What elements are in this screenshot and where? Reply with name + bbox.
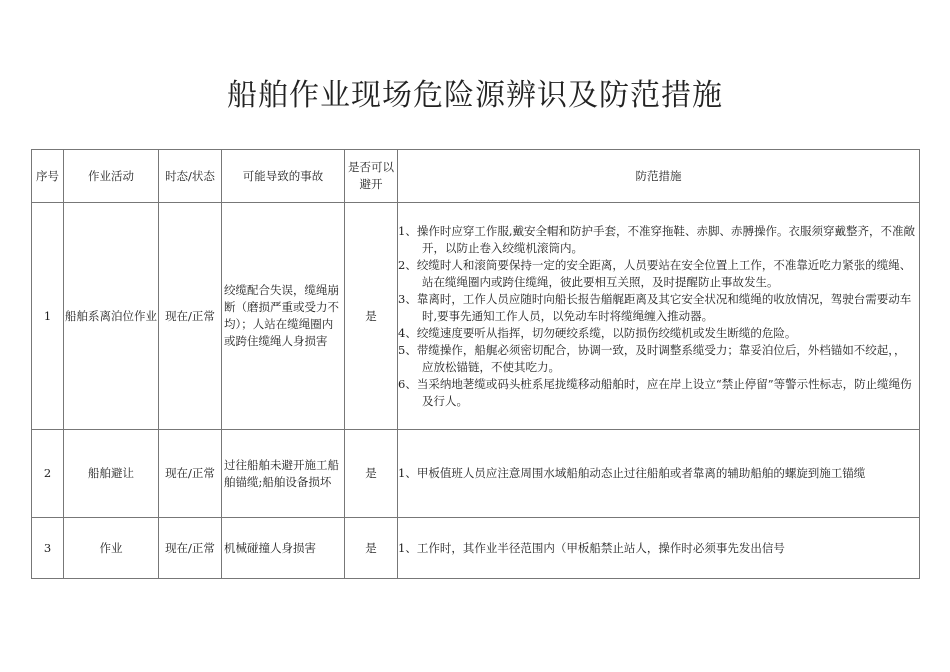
row-measures bbox=[398, 203, 920, 430]
header-activity: 作业活动 bbox=[64, 150, 159, 203]
row-accident: 过往船舶未避开施工船舶锚缆;船舶设备损坏 bbox=[222, 430, 345, 518]
measure-item: 6、当采纳地荖缆或码头桩系尾拢缆移动船舶时，应在岸上设立“禁止停留”等警示性标志，防止缆绳伤及行人。 bbox=[398, 376, 912, 408]
header-row bbox=[32, 150, 920, 203]
measure-item: 5、带缆操作，船艉必须密切配合，协调一致，及时调整系缆受力；靠妥泊位后，外档锚如不绞起，，应放松锚链，不使其吃力。 bbox=[398, 342, 906, 374]
row-activity: 船舶避让 bbox=[64, 430, 159, 518]
measure-item: 4、绞缆速度要听从指挥，切勿硬绞系缆，以防损伤绞缆机或发生断缆的危险。 bbox=[398, 325, 797, 340]
header-avoidable: 是否可以避开 bbox=[345, 150, 398, 203]
row-measures bbox=[398, 518, 920, 579]
row-accident: 机械碰撞人身损害 bbox=[222, 518, 345, 579]
table-row bbox=[32, 430, 920, 518]
table-row bbox=[32, 203, 920, 430]
table-row bbox=[32, 518, 920, 579]
row-state: 现在/正常 bbox=[159, 203, 222, 430]
row-activity: 作业 bbox=[64, 518, 159, 579]
header-no: 序号 bbox=[32, 150, 64, 203]
row-measures bbox=[398, 430, 920, 518]
row-no: 3 bbox=[32, 518, 64, 579]
document-title: 船舶作业现场危险源辨识及防范措施 bbox=[227, 78, 723, 113]
header-measures: 防范措施 bbox=[398, 150, 920, 203]
row-activity: 船舶系离泊位作业 bbox=[64, 203, 159, 430]
row-state: 现在/正常 bbox=[159, 518, 222, 579]
row-no: 1 bbox=[32, 203, 64, 430]
row-avoidable: 是 bbox=[345, 203, 398, 430]
measure-item: 2、绞缆时人和滚筒要保持一定的安全距离，人员要站在安全位置上工作，不准靠近吃力紧张的缆绳、站在缆绳圈内或跨住缆绳，彼此要相互关照，及时提醒防止事故发生。 bbox=[398, 257, 912, 289]
row-accident: 绞缆配合失误，缆绳崩断（磨损严重或受力不均）；人站在缆绳圈内或跨住缆绳人身损害 bbox=[222, 203, 345, 430]
row-avoidable: 是 bbox=[345, 518, 398, 579]
header-accident: 可能导致的事故 bbox=[222, 150, 345, 203]
hazard-table bbox=[31, 149, 920, 579]
measure-item: 3、靠离时，工作人员应随时向船长报告艏艉距离及其它安全状况和缆绳的收放情况，驾驶台需要动车时,要事先通知工作人员，以免动车时将缆绳缠入推动器。 bbox=[398, 291, 912, 323]
row-no: 2 bbox=[32, 430, 64, 518]
row-avoidable: 是 bbox=[345, 430, 398, 518]
measure-item: 1、甲板值班人员应注意周围水域船舶动态止过往船舶或者靠离的辅助船舶的螺旋到施工锚缆 bbox=[398, 466, 866, 480]
measure-item: 1、操作时应穿工作服,戴安全帽和防护手套，不准穿拖鞋、赤脚、赤膊操作。衣服须穿戴整齐，不准敞开，以防止卷入绞缆机滚筒内。 bbox=[398, 223, 915, 255]
header-state: 时态/状态 bbox=[159, 150, 222, 203]
measure-item: 1、工作时，其作业半径范围内（甲板船禁止站人，操作时必须事先发出信号 bbox=[398, 540, 785, 555]
row-state: 现在/正常 bbox=[159, 430, 222, 518]
